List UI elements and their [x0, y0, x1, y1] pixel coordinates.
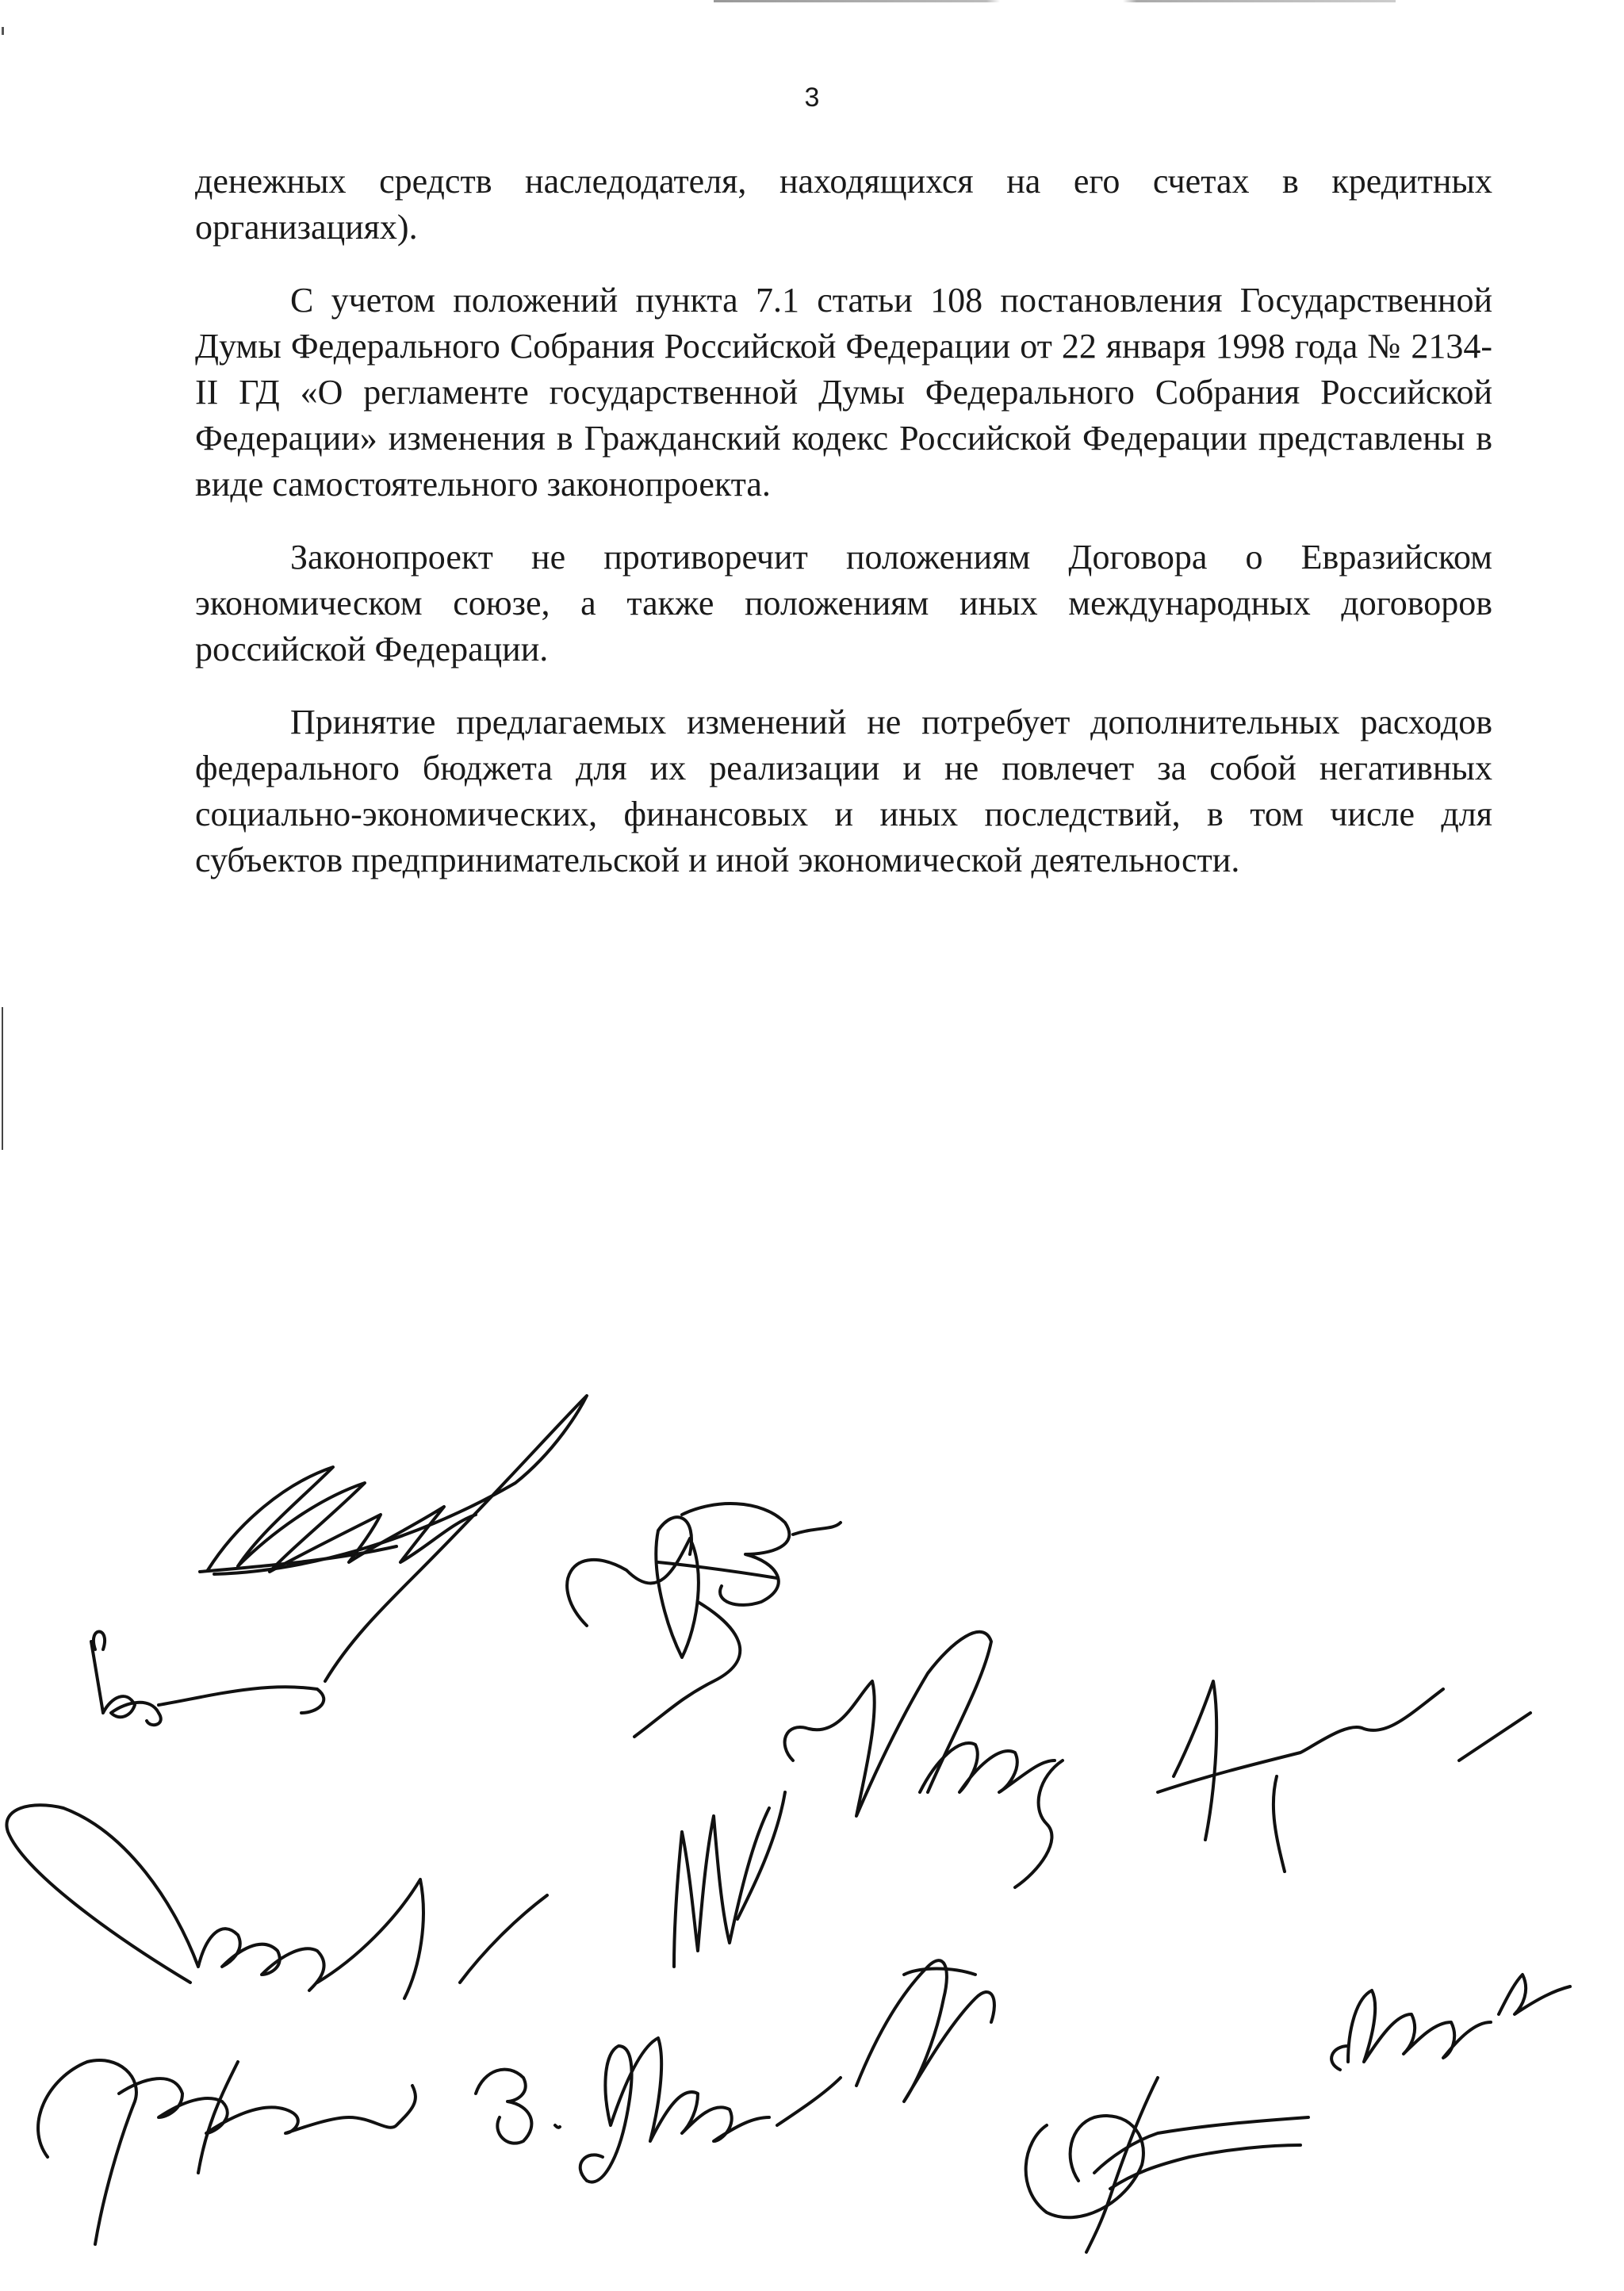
scan-artifact-dot [2, 27, 4, 35]
signature-4 [785, 1632, 1063, 1887]
paragraph-continuation: денежных средств наследодателя, находящихся на его счетах в кредитных организациях). [195, 162, 1492, 247]
signature-3 [91, 1632, 324, 1726]
scan-artifact-left [2, 1007, 3, 1150]
signature-1 [200, 1396, 587, 1681]
paragraph-regulation-reference: С учетом положений пункта 7.1 статьи 108 постановления Государственной Думы Федерального Собрания Российской Федерации от 22 января 1998 года № 2134-II ГД «О регламенте государственной Думы Федерального Собрания Российской Федерации» изменения в Гражданский кодекс Российской Федерации представлены в виде самостоятельного законопроекта. [195, 281, 1492, 504]
signature-12 [1274, 1713, 1530, 1871]
signature-8 [38, 2060, 416, 2244]
scan-artifact-top [714, 0, 1396, 2]
signature-11 [1331, 1975, 1570, 2070]
signature-6 [674, 1792, 785, 1967]
paragraph-budget-impact: Принятие предлагаемых изменений не потребует дополнительных расходов федерального бюджета для их реализации и не повлечет за собой негативных социально-экономических, финансовых и иных последствий, в том числе для субъектов предпринимательской и иной экономической деятельности. [195, 703, 1492, 879]
signature-9 [476, 1960, 994, 2182]
paragraph-treaty-compliance: Законопроект не противоречит положениям Договора о Евразийском экономическом союзе, а также положениям иных международных договоров российской Федерации. [195, 538, 1492, 669]
document-body [195, 159, 1492, 910]
signature-10 [1026, 2078, 1308, 2252]
signature-7 [6, 1805, 547, 1998]
signature-5 [1158, 1681, 1443, 1840]
signature-2 [567, 1504, 841, 1737]
signatures-block [0, 1364, 1624, 2287]
page-number: 3 [804, 82, 820, 113]
